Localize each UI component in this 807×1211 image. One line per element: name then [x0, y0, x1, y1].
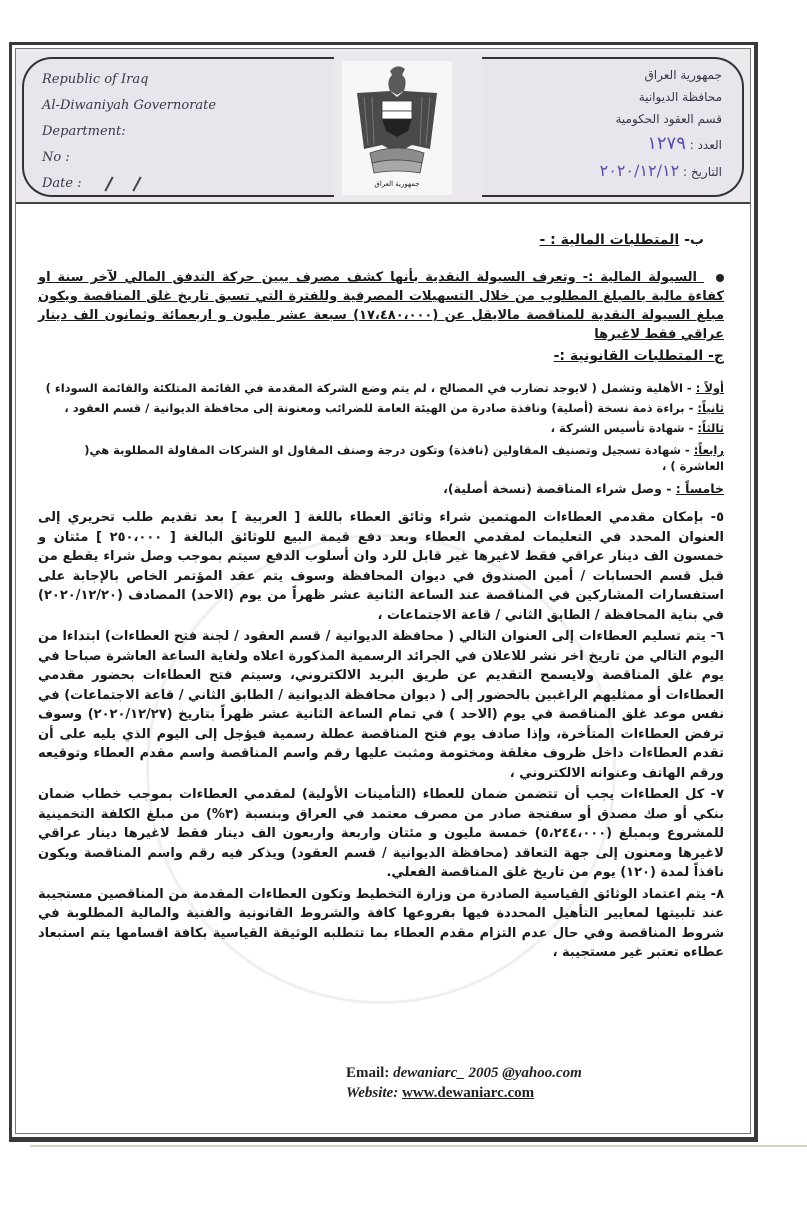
english-letterhead-lines [42, 69, 216, 199]
legal-item-label: أولاً : [695, 381, 724, 395]
eagle-emblem-icon [342, 61, 452, 179]
document-body [16, 204, 750, 985]
legal-item-text: - الأهلية وتشمل ( لايوجد تضارب في المصالح ، لم يتم وضع الشركة المقدمة في القائمة المتلكئة والقائمة السوداء ) [45, 381, 692, 395]
clause-8 [38, 885, 724, 963]
clause-text: يتم تسليم العطاءات إلى العنوان التالي ( محافظة الديوانية / قسم العقود / لجنة فتح العطاءات) ابتداءا من اليوم التالي من تاريخ اخر نشر للاعلان في الجرائد الرسمية المذكورة اعلاه ولغاية الساعة العاشرة صباحا في يوم غلق المناقصة ولايسمح التقديم عن طريق البريد الالكتروني، وسيتم فتح العطاءات بحضور مقدمي العطاءات أو ممثليهم الراغبين بالحضور إلى ( ديوان محافظة الديوانية / الطابق الثاني / قاعة الاجتماعات) في نفس موعد غلق المناقصة في يوم (الاحد ) في تمام الساعة الثانية عشر ظهراً بتاريخ (٢٠٢٠/١٢/٢٧) وسوف ترفض العطاءات المتأخرة، وإذا صادف يوم فتح المناقصة عطلة رسمية فيؤجل إلى اليوم الذي يليه على أن تقدم العطاءات داخل ظروف مغلقة ومختومة ومثبت عليها رقم واسم المناقصة واسم مقدم العطاء وتوقيعه ورقم الهاتف وعنوانه الالكتروني ، [38, 629, 724, 781]
financial-section-prefix: ب- [684, 232, 704, 248]
clause-text: كل العطاءات يجب أن تتضمن ضمان للعطاء (التأمينات الأولية) لمقدمي العطاءات بموجب خطاب ضمان بنكي أو صك مصدق أو سفتجة صادر من مصرف معتمد في العراق وبنسبة (٣%) من مبلغ الكلفة التخمينية للمشروع وبمبلغ (٥،٢٤٤،٠٠٠) خمسة مليون و مئتان واربعة واربعون الف دينار فقط لاغيرها دينار عراقي لاغيرها ومعنون إلى جهة التعاقد (محافظة الديوانية / قسم العقود) ويذكر فيه رقم واسم المناقصة ويكون نافذاً لمدة (١٢٠) يوم من تاريخ غلق المناقصة الفعلي. [38, 787, 725, 880]
arabic-letterhead-lines [600, 65, 722, 185]
english-number-label: No : [42, 150, 70, 165]
legal-item-label: رابعاً: [693, 443, 724, 457]
legal-item-text: - شهادة تأسيس الشركة ، [550, 421, 694, 435]
clause-text: يتم اعتماد الوثائق القياسية الصادرة من وزارة التخطيط وتكون العطاءات المقدمة من المناقصين مستجيبة عند تلبيتها لمعايير التأهيل المحددة فيها بفروعها كافة والشروط القانونية والفنية والمالية المطلوبة في شروط المناقصة وفي حال عدم التزام مقدم العطاء بما تتطلبه الوثيقة القياسية بكافة اقسامها يتم استبعاد عطاءه تعتبر غير مستجيبة ، [38, 886, 724, 960]
website-row [346, 1083, 750, 1103]
legal-item-label: ثانياً: [697, 401, 724, 415]
legal-item-text: - براءة ذمة نسخة (أصلية) ونافذة صادرة من الهيئة العامة للضرائب ومعنونة إلى محافظة الديوانية / قسم العقود ، [64, 401, 694, 415]
scan-edge-line [30, 1145, 807, 1147]
arabic-number-label: العدد : [689, 138, 722, 152]
financial-section-title [38, 230, 704, 250]
handwritten-date: ٢٠٢٠/١٢/١٢ [599, 161, 680, 180]
legal-item-label: ثالثاً: [697, 421, 724, 435]
legal-item-text: - وصل شراء المناقصة (نسخة أصلية)، [443, 481, 672, 496]
arabic-number-row [600, 131, 722, 158]
legal-item [38, 380, 724, 396]
legal-item-label: خامساً : [675, 481, 724, 496]
liquidity-label: السيولة المالية :- [582, 270, 698, 285]
english-governorate: Al-Diwaniyah Governorate [42, 98, 217, 113]
bullet-icon [716, 274, 724, 282]
arabic-letterhead-box [482, 57, 744, 197]
clauses-list [38, 508, 724, 963]
legal-item [38, 400, 724, 416]
liquidity-text: وتعرف السيولة النقدية بأنها كشف مصرف يبين حركة التدفق المالي لآخر سنة او كفاءة مالية بالمبلغ المطلوب من خلال التسهيلات المصرفية وللفترة التي تسبق تاريخ غلق المناقصة ويكون مبلغ السيولة النقدية للمناقصة مالايقل عن (١٧،٤٨٠،٠٠٠) سبعة عشر مليون و اربعمائة وثمانون الف دينار عراقي فقط لاغيرها [38, 270, 724, 342]
arabic-country: جمهورية العراق [644, 68, 722, 82]
website-label: Website: [346, 1084, 399, 1101]
email-address-link[interactable]: dewaniarc_ 2005 @yahoo.com [393, 1064, 582, 1081]
clause-number: ٨- [710, 886, 725, 902]
english-date-row [42, 173, 216, 199]
letterhead [16, 49, 750, 204]
english-date-label: Date : [42, 176, 82, 191]
clause-number: ٥- [710, 510, 724, 525]
clause-number: ٧- [710, 787, 725, 802]
legal-item [38, 420, 724, 436]
arabic-date-label: التاريخ : [682, 165, 722, 179]
arabic-date-row [600, 158, 722, 185]
arabic-department: قسم العقود الحكومية [615, 112, 722, 126]
legal-item-text: - شهادة تسجيل وتصنيف المقاولين (نافذة) وتكون درجة وصنف المقاول او الشركات المقاولة المطلوبة هي( العاشرة ) ، [84, 443, 724, 473]
handwritten-number: ١٢٧٩ [647, 133, 686, 154]
legal-requirements-list [38, 380, 724, 498]
clause-7 [38, 785, 724, 883]
legal-item [38, 442, 724, 474]
date-slash-1 [104, 176, 113, 191]
legal-item [38, 480, 724, 498]
date-slash-2 [132, 176, 141, 191]
clause-5 [38, 508, 724, 625]
contact-footer [16, 985, 750, 1133]
emblem-scroll-text: جمهورية العراق [374, 180, 420, 188]
financial-section-title-text: المتطلبات المالية : - [539, 232, 680, 248]
website-link[interactable]: www.dewaniarc.com [401, 1084, 535, 1101]
iraq-coat-of-arms [342, 61, 452, 195]
english-country: Republic of Iraq [42, 72, 149, 87]
page-frame-inner [15, 48, 751, 1134]
email-label: Email: [346, 1064, 390, 1081]
english-department-label: Department: [42, 124, 126, 139]
arabic-governorate: محافظة الديوانية [638, 90, 722, 104]
liquidity-paragraph [38, 268, 724, 344]
clause-text: بإمكان مقدمي العطاءات المهتمين شراء وثائق العطاء باللغة [ العربية ] بعد تقديم طلب تحريري إلى العنوان المحدد في التعليمات لمقدمي العطاء وبعد دفع قيمة البيع للوثائق البالغة [ ٢٥٠،٠٠٠ ] مئتان و خمسون الف دينار عراقي فقط لاغيرها غير قابل للرد وان أسلوب الدفع سيتم بموجب وصل شراء يقطع من قبل قسم الحسابات / أمين الصندوق في ديوان المحافظة وسوف يتم عقد المؤتمر الخاص بالإجابة على استفسارات المشاركين في المناقصة عند الساعة الثانية عشر ظهراً من يوم (الاحد) المصادف (٢٠٢٠/١٢/٢٠) في بناية المحافظة / الطابق الثاني / قاعة الاجتماعات ، [38, 510, 724, 623]
page-frame-outer [9, 42, 758, 1142]
clause-number: ٦- [710, 629, 724, 644]
email-row [346, 1063, 750, 1083]
english-letterhead-box [22, 57, 334, 197]
legal-section-title: ج- المتطلبات القانونية :- [553, 348, 724, 364]
clause-6 [38, 627, 724, 783]
